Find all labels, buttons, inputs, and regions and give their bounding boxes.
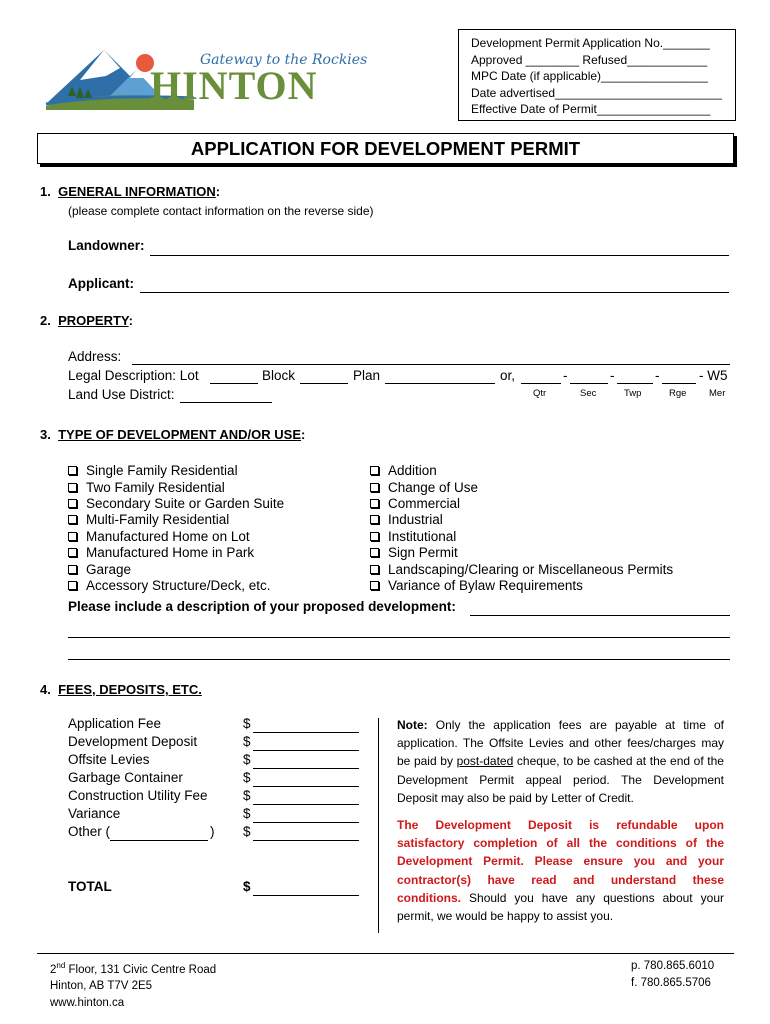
note-text: cheque, to be cashed at the end of the Development Permit appeal period. The Development Deposit may also be paid by Letter of Credit. bbox=[397, 754, 724, 805]
checkbox[interactable] bbox=[68, 532, 77, 541]
checkbox[interactable] bbox=[370, 499, 379, 508]
dash: - bbox=[610, 368, 615, 383]
twp-field[interactable] bbox=[617, 383, 653, 384]
applicant-field[interactable] bbox=[140, 292, 729, 293]
option-label: Single Family Residential bbox=[86, 463, 238, 478]
total-field[interactable] bbox=[253, 895, 359, 896]
other-fee-field[interactable] bbox=[253, 840, 359, 841]
colon: : bbox=[215, 184, 221, 199]
checkbox[interactable] bbox=[370, 515, 379, 524]
legal-description-label: Legal Description: Lot bbox=[68, 368, 199, 383]
option-secondary-suite[interactable] bbox=[68, 496, 284, 511]
plan-field[interactable] bbox=[385, 383, 495, 384]
option-institutional[interactable] bbox=[370, 529, 456, 544]
option-label: Change of Use bbox=[388, 480, 479, 495]
checkbox[interactable] bbox=[68, 548, 77, 557]
dollar-sign: $ bbox=[243, 824, 251, 839]
dollar-sign: $ bbox=[243, 770, 251, 785]
footer-address bbox=[50, 958, 216, 1011]
colon: : bbox=[128, 313, 133, 328]
checkbox[interactable] bbox=[370, 466, 379, 475]
section-2-heading bbox=[40, 313, 133, 328]
checkbox[interactable] bbox=[68, 466, 77, 475]
checkbox[interactable] bbox=[68, 483, 77, 492]
footer-phone: p. 780.865.6010 bbox=[631, 960, 715, 972]
garbage-container-field[interactable] bbox=[253, 786, 359, 787]
option-label: Manufactured Home on Lot bbox=[86, 529, 250, 544]
fee-label: Development Deposit bbox=[68, 734, 198, 749]
floor-suffix: nd bbox=[56, 961, 66, 970]
landowner-label: Landowner: bbox=[68, 238, 145, 253]
section-title: PROPERTY bbox=[58, 313, 129, 328]
note-text: Only the application fees are payable at time of application. The Offsite Levies and other fees/charges may be paid by bbox=[397, 718, 724, 769]
address-field[interactable] bbox=[132, 364, 730, 365]
or-label: or, bbox=[500, 368, 516, 383]
option-label: Manufactured Home in Park bbox=[86, 545, 255, 560]
section-title: FEES, DEPOSITS, ETC. bbox=[58, 682, 202, 697]
landowner-field[interactable] bbox=[150, 255, 729, 256]
dollar-sign: $ bbox=[243, 806, 251, 821]
fees-note bbox=[397, 716, 724, 934]
option-sign-permit[interactable] bbox=[370, 545, 458, 560]
footer-website[interactable]: www.hinton.ca bbox=[50, 996, 125, 1009]
twp-caption: Twp bbox=[624, 388, 642, 399]
option-variance[interactable] bbox=[370, 578, 583, 593]
option-label: Accessory Structure/Deck, etc. bbox=[86, 578, 271, 593]
fee-label: Offsite Levies bbox=[68, 752, 150, 767]
section-1-heading bbox=[40, 184, 220, 199]
option-label: Secondary Suite or Garden Suite bbox=[86, 496, 285, 511]
sec-field[interactable] bbox=[570, 383, 608, 384]
dollar-sign: $ bbox=[243, 752, 251, 767]
construction-utility-field[interactable] bbox=[253, 804, 359, 805]
development-deposit-field[interactable] bbox=[253, 750, 359, 751]
mer-caption: Mer bbox=[709, 388, 726, 399]
option-label: Landscaping/Clearing or Miscellaneous Permits bbox=[388, 562, 674, 577]
option-manufactured-park[interactable] bbox=[68, 545, 254, 560]
note-label: Note: bbox=[397, 718, 428, 732]
section-number: 3. bbox=[40, 427, 51, 442]
footer-fax: f. 780.865.5706 bbox=[631, 976, 711, 989]
fee-label: Construction Utility Fee bbox=[68, 788, 208, 803]
section-title: GENERAL INFORMATION bbox=[58, 184, 216, 199]
section-3-heading bbox=[40, 427, 305, 442]
checkbox[interactable] bbox=[68, 581, 77, 590]
footer-city: Hinton, AB T7V 2E5 bbox=[50, 980, 153, 993]
option-label: Multi-Family Residential bbox=[86, 512, 230, 527]
payment-note bbox=[397, 716, 724, 807]
close-paren: ) bbox=[210, 824, 215, 839]
option-landscaping[interactable] bbox=[370, 562, 673, 577]
footer-contact bbox=[631, 958, 714, 991]
divider-line bbox=[378, 718, 379, 933]
note-underlined: post-dated bbox=[456, 754, 514, 769]
land-use-label: Land Use District: bbox=[68, 387, 175, 402]
qtr-field[interactable] bbox=[521, 383, 561, 384]
option-label: Addition bbox=[388, 463, 437, 478]
other-description-field[interactable] bbox=[110, 840, 208, 841]
fee-label: Variance bbox=[68, 806, 121, 821]
colon: : bbox=[301, 427, 306, 442]
offsite-levies-field[interactable] bbox=[253, 768, 359, 769]
checkbox[interactable] bbox=[68, 515, 77, 524]
option-two-family[interactable] bbox=[68, 480, 225, 495]
description-field-2[interactable] bbox=[68, 637, 730, 638]
office-use-line: Approved ________ Refused____________ bbox=[471, 52, 708, 67]
option-label: Variance of Bylaw Requirements bbox=[388, 578, 583, 593]
checkbox[interactable] bbox=[68, 565, 77, 574]
land-use-field[interactable] bbox=[180, 402, 272, 403]
checkbox[interactable] bbox=[370, 548, 379, 557]
office-use-line: Development Permit Application No._______ bbox=[471, 36, 710, 50]
description-field-1[interactable] bbox=[470, 615, 730, 616]
option-industrial[interactable] bbox=[370, 512, 443, 527]
applicant-label: Applicant: bbox=[68, 276, 134, 291]
block-field[interactable] bbox=[300, 383, 348, 384]
application-fee-field[interactable] bbox=[253, 732, 359, 733]
qtr-caption: Qtr bbox=[533, 388, 547, 399]
address-label: Address: bbox=[68, 349, 122, 364]
lot-field[interactable] bbox=[210, 383, 258, 384]
option-label: Sign Permit bbox=[388, 545, 458, 560]
option-multi-family[interactable] bbox=[68, 512, 229, 527]
option-garage[interactable] bbox=[68, 562, 131, 577]
office-use-line: MPC Date (if applicable)________________ bbox=[471, 69, 708, 83]
variance-field[interactable] bbox=[253, 822, 359, 823]
option-single-family[interactable] bbox=[68, 463, 238, 478]
plan-label: Plan bbox=[353, 368, 381, 383]
form-title: APPLICATION FOR DEVELOPMENT PERMIT bbox=[37, 133, 734, 164]
logo-tagline: Gateway to the Rockies bbox=[200, 52, 368, 68]
option-label: Garage bbox=[86, 562, 132, 577]
dollar-sign: $ bbox=[243, 788, 251, 803]
checkbox[interactable] bbox=[370, 483, 379, 492]
section-number: 4. bbox=[40, 682, 51, 697]
dash: - bbox=[655, 368, 660, 383]
refund-text: Should you have any questions about your permit, we would be happy to assist you. bbox=[397, 890, 724, 924]
option-label: Commercial bbox=[388, 496, 461, 511]
dollar-sign: $ bbox=[243, 734, 251, 749]
sec-caption: Sec bbox=[580, 388, 597, 399]
checkbox[interactable] bbox=[370, 581, 379, 590]
option-addition[interactable] bbox=[370, 463, 437, 478]
fee-label: Other ( bbox=[68, 824, 111, 839]
block-label: Block bbox=[262, 368, 296, 383]
dollar-sign: $ bbox=[243, 879, 251, 894]
option-commercial[interactable] bbox=[370, 496, 460, 511]
rge-field[interactable] bbox=[662, 383, 696, 384]
floor-number: 2 bbox=[50, 963, 57, 976]
contact-note: (please complete contact information on the reverse side) bbox=[68, 204, 374, 218]
fee-label: Application Fee bbox=[68, 716, 162, 731]
option-label: Industrial bbox=[388, 512, 443, 527]
refund-warning: The Development Deposit is refundable upon satisfactory completion of all the conditions of the Development Permit. Please ensure you and your contractor(s) have read and understand these conditions. bbox=[397, 818, 724, 905]
office-use-line: Effective Date of Permit_________________ bbox=[471, 102, 711, 116]
office-use-line: Date advertised_________________________ bbox=[471, 85, 722, 100]
total-label: TOTAL bbox=[68, 879, 112, 894]
street-address: Floor, 131 Civic Centre Road bbox=[65, 963, 217, 976]
footer-address-line bbox=[50, 958, 216, 978]
refund-note bbox=[397, 816, 724, 925]
rge-caption: Rge bbox=[669, 388, 687, 399]
option-label: Two Family Residential bbox=[86, 480, 225, 495]
section-number: 1. bbox=[40, 184, 51, 199]
dash: - bbox=[563, 368, 568, 383]
section-number: 2. bbox=[40, 313, 51, 328]
section-title: TYPE OF DEVELOPMENT AND/OR USE bbox=[58, 427, 302, 442]
option-manufactured-lot[interactable] bbox=[68, 529, 250, 544]
dollar-sign: $ bbox=[243, 716, 251, 731]
description-label: Please include a description of your proposed development: bbox=[68, 599, 456, 614]
checkbox[interactable] bbox=[68, 499, 77, 508]
option-label: Institutional bbox=[388, 529, 457, 544]
checkbox[interactable] bbox=[370, 532, 379, 541]
fee-label: Garbage Container bbox=[68, 770, 183, 785]
office-use-box bbox=[458, 29, 736, 121]
logo-wordmark: HINTON bbox=[150, 63, 318, 108]
option-change-of-use[interactable] bbox=[370, 480, 478, 495]
meridian-w5: - W5 bbox=[699, 368, 728, 383]
description-field-3[interactable] bbox=[68, 659, 730, 660]
option-accessory[interactable] bbox=[68, 578, 271, 593]
footer-divider bbox=[37, 953, 734, 954]
section-4-heading bbox=[40, 682, 202, 697]
checkbox[interactable] bbox=[370, 565, 379, 574]
